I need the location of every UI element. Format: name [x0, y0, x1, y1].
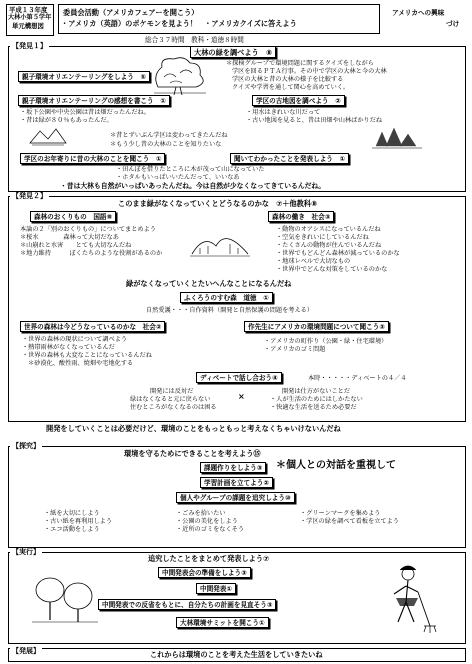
person-sweeping-sketch — [384, 564, 440, 636]
work-line-6: ・世界中でどんな対策をしているのかな — [276, 266, 388, 273]
pursue-box: 個人やグループの課題を追究しよう⑩ — [176, 492, 295, 503]
inquiry-left-2: ・古い紙を再利用しよう — [44, 518, 113, 525]
orienteering-box: 親子環境オリエンテーリングをしよう ⑤ — [18, 71, 150, 82]
for-2: ・人が生活のためにはしかたない — [270, 396, 363, 403]
sec5-title: これからは環境のことを考えた生活をしていきたいね — [150, 650, 323, 659]
sec1-right-bullet-1: ・用水はきれいな川だって — [246, 109, 321, 116]
gift-line-1: 本論の２「別のおくりもの」についてまとめよう — [20, 226, 156, 233]
sec1-note-4: クイズや学習を通して関心を高めていく。 — [232, 84, 350, 91]
impressions-box: 親子環境オリエンテーリングの感想を書こう ① — [18, 95, 170, 106]
work-line-5: ・地球レベルで大切なもの — [276, 258, 351, 265]
sec1-left-bullet-1: ・坂下公園や中央公園は昔は畑だったんだね。 — [20, 109, 150, 116]
landscape-sketch — [28, 125, 68, 147]
inquiry-left-3: ・エコ活動をしよう — [44, 526, 100, 533]
plan-box: 学習計画を立てよう② — [200, 477, 273, 488]
inquiry-mid-2: ・公園の美化をしよう — [176, 518, 238, 525]
summit-box: 大林環境サミットを開こう① — [176, 617, 269, 628]
sec1-note-1: ＊探検グループで環境問題に関するクイズをしながら — [226, 60, 374, 67]
world-line-1: ・世界の森林の現状について調べよう — [22, 336, 128, 343]
inquiry-right-1: ・グリーンマークを集めよう — [300, 510, 381, 517]
sec1-note-2: 学区を回るＰＴＡ行事。その中で学区の大林と今の大林 — [232, 68, 387, 75]
choose-topic-box: 課題作りをしよう③ — [200, 462, 266, 473]
world-line-3: ・世界の森林も大変なことになっているんだね — [22, 352, 152, 359]
debate-box: ディベートで話し合おう④ — [196, 372, 282, 383]
gift-line-2: ＊桜水 森林って大切だなあ — [20, 234, 119, 241]
interest-label-1: アメリカへの興味 — [392, 9, 445, 17]
work-line-2: ・空気をきれいにしているんだね — [276, 234, 369, 241]
section-action-label: 【実行】 — [12, 548, 40, 556]
nature-protection-line: 自然愛護・・・自作資料（開発と自然保護の問題を考える） — [146, 307, 314, 314]
school-grade: 大林小第５学年 — [8, 14, 52, 21]
mid-presentation-prep-box: 中間発表会の準備をしよう③ — [158, 567, 251, 578]
sec1-note-3: 学区の大林と昔の大林の様子を比較する — [232, 76, 344, 83]
section-discovery-1-label: 【発見１】 — [12, 42, 47, 50]
inquiry-left-1: ・紙を大切にしよう — [44, 510, 100, 517]
us-line-1: ・アメリカの町作り（公園・緑・住宅環境） — [264, 338, 388, 345]
work-line-3: ・たくさんの動物が住んでいるんだね — [276, 242, 382, 249]
section-inquiry-label: 【探究】 — [12, 442, 40, 450]
review-plan-box: 中間発表での反省をもとに、自分たちの計画を見直そう③ — [98, 599, 276, 610]
work-line-1: ・動物のオアシスになっているんだね — [276, 226, 381, 233]
committee-items: ・アメリカ（英語）のポケモンを見よう！ ・アメリカクイズに答えよう — [61, 19, 297, 28]
old-map-box: 学区の古地図を調べよう ② — [252, 95, 345, 106]
inquiry-right-2: ・学区の緑を調べて看板を立てよう — [300, 518, 399, 525]
dialogue-slogan: ＊個人との対話を重視して — [276, 460, 396, 471]
sec4-title: 追究したことをまとめて発表しよう⑦ — [148, 554, 270, 563]
elder-interview-box: 学区のお年寄りに昔の大林のことを聞こう ① — [20, 153, 165, 164]
work-line-4: ・世界でもどんどん森林が減っているのかな — [276, 250, 400, 257]
sec1-title: 大林の緑を調べよう ⑧ — [190, 46, 276, 58]
gift-line-4: ＊地力維持 ぼくたちのような役割があるのか — [20, 250, 163, 257]
inquiry-mid-1: ・ごみを拾いたい — [176, 510, 226, 517]
interest-label-2: づけ — [446, 20, 460, 28]
tree-illustration — [150, 55, 210, 95]
against-1: 開発には反対だ — [150, 388, 194, 395]
sec1-left-bullet-2: ・昔は緑が８０％もあったんだ。 — [20, 117, 113, 124]
sec2-conclusion: 開発をしていくことは必要だけど、環境のことをもっともっと考えなくちゃいけないんだね — [46, 424, 341, 433]
against-2: 緑はなくなると元に戻らない — [130, 396, 211, 403]
world-line-2: ・熱帯雨林がなくなっているんだ — [22, 344, 115, 351]
inquiry-mid-3: ・近所のゴミをなくそう — [176, 526, 245, 533]
sec1-middle-2: ＊もう少し昔の大林のことを知りたいな — [110, 141, 222, 148]
forest-gift-box: 森林のおくりもの 国語⑧ — [30, 211, 116, 222]
against-3: 住むところがなくなるのは困る — [130, 404, 217, 411]
committee-title: 委員会活動（アメリカフェアーを開こう） — [63, 8, 199, 17]
sec1-right-bullet-2: ・古い地図を見ると、昔は田畑や山林ばかりだね — [246, 117, 383, 124]
sec1-finding-3: ・昔は大林も自然がいっぱいあったんだね。今は自然が少なくなってきているんだね。 — [60, 182, 326, 190]
for-1: 開発は仕方がないことだ — [282, 388, 351, 395]
sec1-finding-1: ・田んぼを借りたところに木が茂って山になっていた — [116, 166, 265, 173]
sec1-finding-2: ・ホタルもいっぱいいたんだって、いいなあ — [116, 174, 240, 181]
forest-sketch — [372, 124, 422, 150]
unit-plan-title: 単元構想図 — [12, 22, 44, 30]
world-forest-box: 世界の森林は今どうなっているのかな 社会② — [20, 321, 165, 332]
sec2-question: 緑がなくなっていくとたいへんなことになるんだね — [126, 279, 292, 288]
section-development-label: 【発展】 — [12, 647, 40, 655]
sec3-title: 環境を守るためにできることを考えよう⑮ — [124, 449, 261, 458]
hours-text: 総合３７時間 教科・道徳８時間 — [145, 36, 244, 44]
present-findings-box: 聞いてわかったことを発表しよう ① — [230, 153, 349, 164]
mid-presentation-box: 中間発表① — [196, 583, 236, 594]
school-year: 平成１３年度 — [9, 6, 48, 14]
ask-teacher-box: 作先生にアメリカの環境問題について聞こう③ — [244, 321, 389, 332]
us-line-2: ・アメリカのゴミ問題 — [264, 346, 326, 353]
debate-note: 本時・・・・・ディベートの４／４ — [308, 375, 407, 382]
gift-line-3: ＊山崩れと水害 とても大切なんだね — [20, 242, 132, 249]
owl-forest-box: ふくろうのすむ森 道徳 ① — [180, 292, 273, 303]
forest-work-box: 森林の働き 社会③ — [268, 211, 334, 222]
for-3: ・快適な生活を送るため必要だ — [270, 404, 357, 411]
versus-mark: × — [238, 392, 245, 401]
mountain-sketch — [190, 224, 250, 260]
world-line-4: ＊砂漠化、酸性雨、焼畑や宅地化する — [28, 360, 134, 367]
section-discovery-2-label: 【発見２】 — [12, 192, 47, 200]
sec2-title: このまま緑がなくなっていくとどうなるのかな ⑦＋他教科⑧ — [118, 199, 318, 208]
trees-sketch — [30, 572, 100, 628]
sec1-middle-1: ＊昔とずいぶん学区は変わってきたんだね — [110, 132, 228, 139]
